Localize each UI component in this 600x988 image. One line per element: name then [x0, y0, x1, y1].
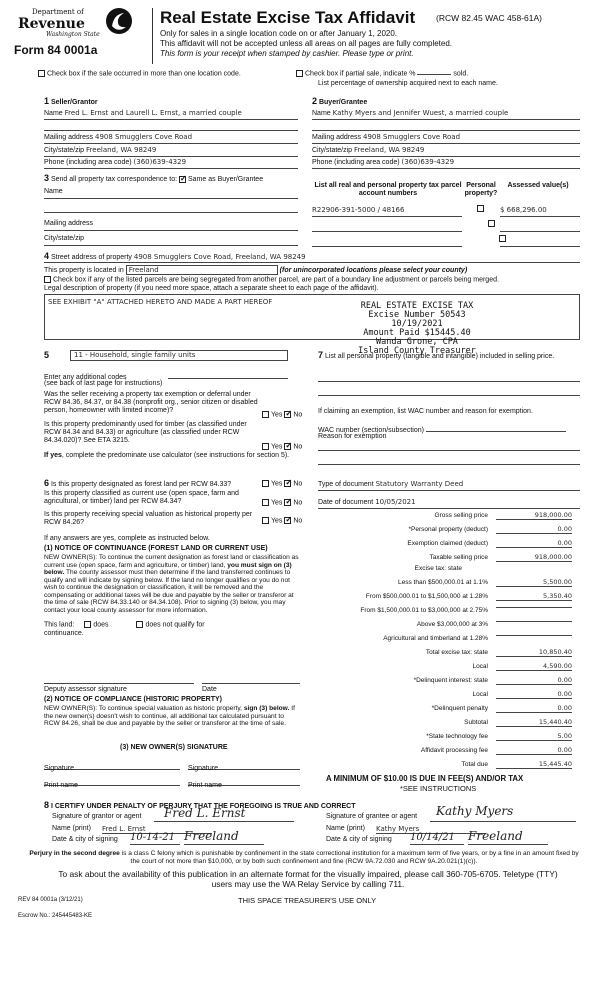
assessed-row-2[interactable] — [500, 221, 580, 232]
buyer-phone-field[interactable] — [312, 158, 580, 169]
buyer-heading-text: Buyer/Grantee — [318, 99, 368, 106]
fee-row — [318, 635, 580, 646]
seller-name-line2[interactable] — [44, 122, 298, 131]
partial-list-label: List percentage of ownership acquired next to each name. — [318, 80, 498, 87]
fee-value[interactable]: 918,000.00 — [496, 554, 572, 562]
perjury-bold: Perjury in the second degree — [29, 850, 120, 857]
grantor-sig-row — [52, 806, 304, 821]
stamp-line3: 10/19/2021 — [391, 318, 443, 329]
segregated-label: Check box if any of the listed parcels are being segregated from another parcel, are part of a boundary line adjustment or parcels being merged. — [53, 276, 499, 284]
street-field[interactable] — [44, 251, 580, 263]
doc-type-value: Statutory Warranty Deed — [375, 480, 464, 488]
fee-row — [318, 733, 580, 744]
personal-property-line2[interactable] — [318, 388, 580, 396]
fee-row — [318, 593, 580, 604]
same-as-buyer-checkbox[interactable] — [179, 176, 186, 183]
located-note: (for unincorporated locations please select your county) — [279, 267, 468, 274]
seller-city-field[interactable] — [44, 146, 298, 157]
notice1-bold: you must sign on (3) below. — [44, 561, 292, 577]
perjury-notice — [26, 850, 582, 865]
continuance-label: continuance. — [44, 630, 84, 637]
header-sub2: This affidavit will not be accepted unless all areas on all pages are fully completed. — [160, 39, 453, 48]
dept-line3: Washington State — [46, 31, 100, 38]
fee-minimum: A MINIMUM OF $10.00 IS DUE IN FEE(S) AND/OR TAX — [326, 774, 524, 783]
seller-name-label: Name — [44, 110, 63, 117]
buyer-name-line2[interactable] — [312, 122, 580, 131]
s6-q1-yes-box[interactable] — [262, 480, 269, 487]
deputy-label: Deputy assessor signature — [44, 686, 127, 693]
grantee-date-label: Date & city of signing — [326, 836, 392, 843]
grantor-name-label: Name (print) — [52, 825, 91, 832]
seller-mail-label: Mailing address — [44, 134, 94, 141]
buyer-city-field[interactable] — [312, 146, 580, 157]
certify-text: I CERTIFY UNDER PENALTY OF PERJURY THAT THE FOREGOING IS TRUE AND CORRECT — [50, 803, 356, 810]
reason-line2[interactable] — [318, 456, 580, 465]
additional-codes-field[interactable] — [168, 371, 288, 379]
fee-row — [318, 719, 580, 730]
s5-q2-note-text: , complete the predominate use calculator (see instructions for section 5). — [61, 452, 290, 459]
multi-location-label: Check box if the sale occurred in more than one location code. — [47, 70, 241, 78]
fee-row — [318, 540, 580, 551]
dept-line2: Revenue — [18, 16, 85, 32]
page-title: Real Estate Excise Tax Affidavit — [160, 8, 416, 27]
same-as-buyer-label: Same as Buyer/Grantee — [188, 176, 264, 183]
fee-row — [318, 554, 580, 565]
s6-q1-no: No — [293, 480, 303, 488]
located-row — [44, 265, 467, 275]
deputy-signature-line[interactable] — [44, 678, 194, 684]
s5-q2: Is this property predominantly used for timber (as classified under RCW 84.34 and 84.33) or agriculture (as classified under RCW 84.34.020)? See ETA 3215. — [44, 421, 247, 445]
grantee-name-value: Kathy Myers — [376, 825, 420, 833]
grantor-signature: Fred L. Ernst — [164, 806, 246, 820]
street-label: Street address of property — [50, 254, 132, 261]
fee-label: Total due — [461, 761, 488, 768]
fee-row — [318, 621, 580, 632]
located-value: Freeland — [128, 266, 159, 274]
legal-description-box[interactable] — [44, 294, 580, 340]
s6-q1-no-box[interactable] — [284, 480, 291, 487]
s5-q1-yes: Yes — [271, 411, 283, 419]
seller-name-field[interactable] — [44, 109, 298, 120]
fee-label: *State technology fee — [426, 733, 488, 740]
owner-sig-label-1: Signature — [44, 765, 74, 772]
partial-sale-check[interactable] — [296, 70, 468, 78]
escrow-number: Escrow No.: 245445483-KE — [18, 913, 93, 919]
wac-note: If claiming an exemption, list WAC number and reason for exemption. — [318, 408, 533, 415]
fee-row — [318, 761, 580, 772]
fee-value[interactable]: 0.00 — [496, 705, 572, 713]
s5-q1-no-box[interactable] — [284, 411, 291, 418]
fee-value[interactable] — [496, 607, 572, 608]
fee-value[interactable]: 10,850.40 — [496, 649, 572, 657]
grantee-date-field[interactable] — [410, 832, 464, 845]
fee-label: *Personal property (deduct) — [408, 526, 488, 533]
section3-num: 3 — [44, 173, 50, 183]
s3-name-label: Name — [44, 188, 63, 195]
seller-name-value: Fred L. Ernst and Laurell L. Ernst, a married couple — [64, 109, 242, 117]
doc-type-field[interactable] — [318, 480, 580, 491]
statute: (RCW 82.45 WAC 458-61A) — [436, 13, 542, 23]
does-not-label: does not qualify for — [145, 621, 205, 629]
grantor-name-value: Fred L. Ernst — [102, 825, 146, 833]
partial-sold-label: sold. — [453, 70, 469, 78]
fee-label: *Delinquent penalty — [431, 705, 488, 712]
buyer-name-value: Kathy Myers and Jennifer Wuest, a married couple — [332, 109, 509, 117]
s6-q2-yes: Yes — [271, 499, 283, 507]
assessed-row-1[interactable] — [500, 206, 580, 217]
notice1-body — [44, 554, 300, 615]
stamp-line6: Island County Treasurer — [358, 345, 476, 356]
s3-mail-label: Mailing address — [44, 220, 94, 227]
s5-q2-note — [44, 452, 294, 460]
section7-text — [318, 350, 580, 361]
wac-label: WAC number (section/subsection) — [318, 427, 424, 434]
grantor-date-label: Date & city of signing — [52, 836, 118, 843]
dor-logo — [18, 6, 136, 40]
stamp-line4: Amount Paid $15445.40 — [363, 327, 471, 338]
seller-phone-field[interactable] — [44, 158, 298, 169]
fee-value[interactable]: 0.00 — [496, 747, 572, 755]
dor-swirl-icon — [104, 6, 134, 36]
section7-num: 7 — [318, 350, 324, 360]
parcel-row-1[interactable] — [312, 206, 462, 217]
buyer-name-label: Name — [312, 110, 331, 117]
s6-q3-no-box[interactable] — [284, 517, 291, 524]
legal-label: Legal description of property (if you need more space, attach a separate sheet to each page of the affidavit). — [44, 285, 379, 292]
s5-q2-no: No — [293, 443, 303, 451]
owner-print-label-2: Print name — [188, 782, 222, 789]
land-use-select[interactable] — [70, 350, 288, 361]
parcel-row-2[interactable] — [312, 221, 462, 232]
fee-value[interactable]: 0.00 — [496, 540, 572, 548]
this-land-label: This land: — [44, 621, 75, 629]
section4-num: 4 — [44, 251, 50, 261]
grantor-city-value: Freeland — [184, 829, 239, 843]
segregated-checkbox[interactable] — [44, 276, 51, 283]
doc-date-value: 10/05/2021 — [375, 498, 416, 506]
buyer-num: 2 — [312, 96, 318, 106]
perjury-text: is a class C felony which is punishable by confinement in the state correctional institution for a maximum term of five years, or by a fine in an amount fixed by the court of not more than $10,000, or by both such confinement and fine (RCW 9A.72.030 and RCW 9A.20.021(1)(c)). — [119, 850, 579, 865]
doc-date-label: Date of document — [318, 499, 374, 506]
additional-codes-note: (see back of last page for instructions) — [44, 380, 163, 387]
fee-value[interactable]: 0.00 — [496, 691, 572, 699]
s6-q1-text: Is this property designated as forest land per RCW 84.33? — [50, 481, 232, 488]
fee-label: Local — [472, 691, 488, 698]
fee-value[interactable]: 918,000.00 — [496, 512, 572, 520]
s6-q3: Is this property receiving special valuation as historical property per RCW 84.26? — [44, 511, 253, 527]
s3-name-line2[interactable] — [44, 204, 298, 213]
partial-sale-checkbox[interactable] — [296, 70, 303, 77]
s6-q1-yes: Yes — [271, 480, 283, 488]
notice2-title: (2) NOTICE OF COMPLIANCE (HISTORIC PROPERTY) — [44, 696, 222, 703]
s6-q2-no: No — [293, 499, 303, 507]
stamp-line1: REAL ESTATE EXCISE TAX — [360, 301, 474, 311]
reason-line1[interactable] — [318, 442, 580, 451]
s6-q3-yes-box[interactable] — [262, 517, 269, 524]
s6-q2-no-box[interactable] — [284, 499, 291, 506]
s5-q2-answer[interactable] — [262, 443, 302, 451]
grantee-sig-row — [326, 804, 580, 821]
header-sub3: This form is your receipt when stamped by cashier. Please type or print. — [160, 49, 414, 58]
grantor-city-field[interactable] — [184, 830, 264, 845]
seller-heading — [44, 96, 98, 107]
s6-q1-answer[interactable] — [262, 480, 302, 488]
personal-checkbox-1[interactable] — [477, 205, 484, 212]
s6-q1 — [44, 478, 260, 489]
fee-label: Exemption claimed (deduct) — [407, 540, 488, 547]
s5-q2-no-box[interactable] — [284, 443, 291, 450]
grantor-date-field[interactable] — [130, 832, 180, 845]
buyer-mail-label: Mailing address — [312, 134, 362, 141]
fee-row — [318, 691, 580, 702]
header-sub1: Only for sales in a single location code on or after January 1, 2020. — [160, 29, 398, 38]
grantor-date-value: 10-14-21 — [130, 832, 175, 843]
treasurer-stamp — [336, 302, 498, 356]
s3-mail-field[interactable] — [44, 220, 298, 231]
fee-value[interactable]: 5,350.40 — [496, 593, 572, 601]
assessed-value: $ 668,296.00 — [500, 206, 547, 214]
section3-heading — [44, 173, 263, 184]
rev-number: REV 84 0001a (3/12/21) — [18, 897, 83, 903]
deputy-date-line[interactable] — [202, 678, 300, 684]
fee-row — [318, 663, 580, 674]
buyer-phone-label: Phone (including area code) — [312, 159, 400, 166]
s6-q2-yes-box[interactable] — [262, 499, 269, 506]
grantee-date-value: 10/14/21 — [410, 832, 455, 843]
fee-label: Local — [472, 663, 488, 670]
parcel-number: R22906-391-5000 / 48166 — [312, 206, 405, 214]
reason-label: Reason for exemption — [318, 433, 387, 440]
fee-row — [318, 649, 580, 660]
section5-num: 5 — [44, 350, 50, 360]
fee-value[interactable]: 15,445.40 — [496, 761, 572, 769]
personal-checkbox-2[interactable] — [488, 220, 495, 227]
s6-yes-note: If any answers are yes, complete as instructed below. — [44, 535, 210, 542]
notice1-p2: The county assessor must then determine if the land transferred continues to qualify and will indicate by signing below. If the land no longer qualifies or you do not wish to continue the designation or classification, it will be removed and the compensating or additional taxes will be due and payable by the seller or transferor at the time of sale (RCW 84.33.140 or 84.34.108). Prior to signing (3) below, you may contact your local county assessor for more information. — [44, 569, 294, 615]
notice2-bold: sign (3) below. — [243, 705, 290, 712]
s6-q3-no: No — [293, 517, 303, 525]
doc-type-label: Type of document — [318, 481, 374, 488]
s3-city-field[interactable] — [44, 235, 298, 246]
fee-row — [318, 565, 580, 576]
buyer-heading — [312, 96, 367, 107]
notice1-p1: NEW OWNER(S): To continue the current designation as forest land or classification as current use (open space, farm and agriculture, or timber) land, — [44, 554, 299, 569]
fee-row — [318, 607, 580, 618]
personal-col-header: Personal property? — [464, 182, 498, 198]
s5-q2-yes: Yes — [271, 443, 283, 451]
section7-desc: List all personal property (tangible and intangible) included in selling price. — [324, 353, 555, 360]
seller-num: 1 — [44, 96, 50, 106]
seller-mail-value: 4908 Smugglers Cove Road — [94, 133, 193, 141]
grantee-sig-label: Signature of grantee or agent — [326, 813, 418, 820]
s5-q2-yes-box[interactable] — [262, 443, 269, 450]
seller-phone-value: (360)639-4329 — [133, 158, 187, 166]
fee-row — [318, 526, 580, 537]
assessed-row-3[interactable] — [500, 236, 580, 247]
notice2-p2: If the new owner(s) doesn't wish to continue, all additional tax calculated pursuant to RCW 84.26, shall be due and payable by the seller or transferor at the time of sale. — [44, 705, 295, 728]
fee-label: Total excise tax: state — [425, 649, 488, 656]
notice3-title: (3) NEW OWNER(S) SIGNATURE — [120, 744, 228, 751]
buyer-city-label: City/state/zip — [312, 147, 353, 154]
owner-print-label-1: Print name — [44, 782, 78, 789]
alternate-format-notice: To ask about the availability of this publication in an alternate format for the visually impaired, please call 360-705-6705. Teletype (TTY) users may use the WA Relay Service by calling 711. — [58, 869, 558, 889]
notice2-body — [44, 705, 300, 728]
grantee-signature: Kathy Myers — [436, 804, 514, 818]
seller-phone-label: Phone (including area code) — [44, 159, 132, 166]
fee-label: Taxable selling price — [429, 554, 488, 561]
buyer-mail-field[interactable] — [312, 133, 580, 144]
fee-label: From $500,000.01 to $1,500,000 at 1.28% — [365, 593, 488, 600]
fee-value[interactable]: 4,590.00 — [496, 663, 572, 671]
fee-label: Agricultural and timberland at 1.28% — [383, 635, 488, 642]
owner-sig-label-2: Signature — [188, 765, 218, 772]
grantee-city-value: Freeland — [468, 829, 523, 843]
notice2-p1: NEW OWNER(S): To continue special valuation as historic property, — [44, 705, 244, 712]
fee-value[interactable] — [496, 635, 572, 636]
personal-property-line1[interactable] — [318, 374, 580, 382]
seller-mail-field[interactable] — [44, 133, 298, 144]
partial-sale-label: Check box if partial sale, indicate % — [305, 70, 416, 78]
s5-q1-no: No — [293, 411, 303, 419]
s6-q3-yes: Yes — [271, 517, 283, 525]
s3-city-label: City/state/zip — [44, 235, 85, 242]
fee-label: Subtotal — [464, 719, 488, 726]
s5-q1: Was the seller receiving a property tax exemption or deferral under RCW 84.36, 84.37, or 84.38 (nonprofit org., senior citizen or disabled person, homeowner with limited income)? — [44, 391, 258, 415]
does-checkbox[interactable] — [84, 621, 91, 628]
fee-value[interactable]: 5,500.00 — [496, 579, 572, 587]
parcel-col-header: List all real and personal property tax parcel account numbers — [314, 182, 462, 198]
parcel-row-3[interactable] — [312, 236, 462, 247]
fee-value[interactable] — [496, 621, 572, 622]
doc-date-field[interactable] — [318, 498, 580, 509]
land-use-code: 11 - Household, single family units — [74, 351, 196, 359]
seller-city-value: Freeland, WA 98249 — [86, 146, 157, 154]
section8-num: 8 — [44, 800, 50, 810]
section3-text: Send all property tax correspondence to: — [50, 176, 178, 183]
fee-row — [318, 705, 580, 716]
wac-field[interactable] — [426, 424, 566, 432]
buyer-mail-value: 4908 Smugglers Cove Road — [362, 133, 461, 141]
buyer-phone-value: (360)639-4329 — [401, 158, 455, 166]
located-label: This property is located in — [44, 267, 124, 274]
treasurer-use: THIS SPACE TREASURER'S USE ONLY — [238, 896, 377, 905]
s6-q3-answer[interactable] — [262, 517, 302, 525]
fee-label: Affidavit processing fee — [420, 747, 488, 754]
fee-row — [318, 677, 580, 688]
form-number: Form 84 0001a — [14, 43, 98, 57]
buyer-name-field[interactable] — [312, 109, 580, 120]
s5-q1-answer[interactable] — [262, 411, 302, 419]
grantor-sig-label: Signature of grantor or agent — [52, 813, 142, 820]
s6-q2: Is this property classified as current use (open space, farm and agricultural, or timber) land per RCW 84.34? — [44, 490, 239, 506]
dept-line1: Department of — [32, 8, 84, 16]
seller-city-label: City/state/zip — [44, 147, 85, 154]
fee-value[interactable]: 15,440.40 — [496, 719, 572, 727]
fee-row — [318, 512, 580, 523]
fee-instructions: *SEE INSTRUCTIONS — [400, 784, 477, 793]
does-label: does — [93, 621, 109, 629]
this-land-row — [44, 621, 205, 629]
fee-label: Above $3,000,000 at 3% — [416, 621, 488, 628]
fee-value[interactable]: 0.00 — [496, 526, 572, 534]
fee-label: From $1,500,000.01 to $3,000,000 at 2.75% — [360, 607, 488, 614]
s6-q2-answer[interactable] — [262, 499, 302, 507]
s5-if-yes: If yes — [44, 452, 62, 459]
assessed-col-header: Assessed value(s) — [507, 182, 569, 189]
street-value: 4908 Smugglers Cove Road, Freeland, WA 98249 — [133, 253, 306, 261]
segregated-row[interactable] — [44, 276, 499, 284]
deputy-date-label: Date — [202, 686, 217, 693]
additional-codes-label: Enter any additional codes — [44, 374, 127, 381]
buyer-city-value: Freeland, WA 98249 — [354, 146, 425, 154]
fee-label: Less than $500,000.01 at 1.1% — [398, 579, 488, 586]
seller-heading-text: Seller/Grantor — [50, 99, 98, 106]
stamp-line5: Wanda Grone, CPA — [376, 336, 458, 347]
fee-row — [318, 747, 580, 758]
fee-label: Gross selling price — [434, 512, 488, 519]
section6-num: 6 — [44, 478, 50, 488]
notice1-title: (1) NOTICE OF CONTINUANCE (FOREST LAND OR CURRENT USE) — [44, 545, 268, 552]
grantee-name-label: Name (print) — [326, 825, 365, 832]
fee-value[interactable]: 0.00 — [496, 677, 572, 685]
fee-value[interactable]: 5.00 — [496, 733, 572, 741]
legal-description-text: SEE EXHIBIT "A" ATTACHED HERETO AND MADE A PART HEREOF — [48, 298, 273, 306]
fee-label: *Delinquent interest: state — [413, 677, 488, 684]
stamp-line2: Excise Number 50543 — [368, 309, 466, 320]
grantee-city-field[interactable] — [468, 830, 548, 845]
s3-name-field[interactable] — [44, 188, 298, 199]
fee-label: Excise tax: state — [414, 565, 462, 572]
multi-location-check[interactable] — [38, 70, 241, 78]
fee-row — [318, 579, 580, 590]
multi-location-checkbox[interactable] — [38, 70, 45, 77]
does-not-checkbox[interactable] — [136, 621, 143, 628]
located-select[interactable] — [126, 265, 278, 275]
s5-q1-yes-box[interactable] — [262, 411, 269, 418]
